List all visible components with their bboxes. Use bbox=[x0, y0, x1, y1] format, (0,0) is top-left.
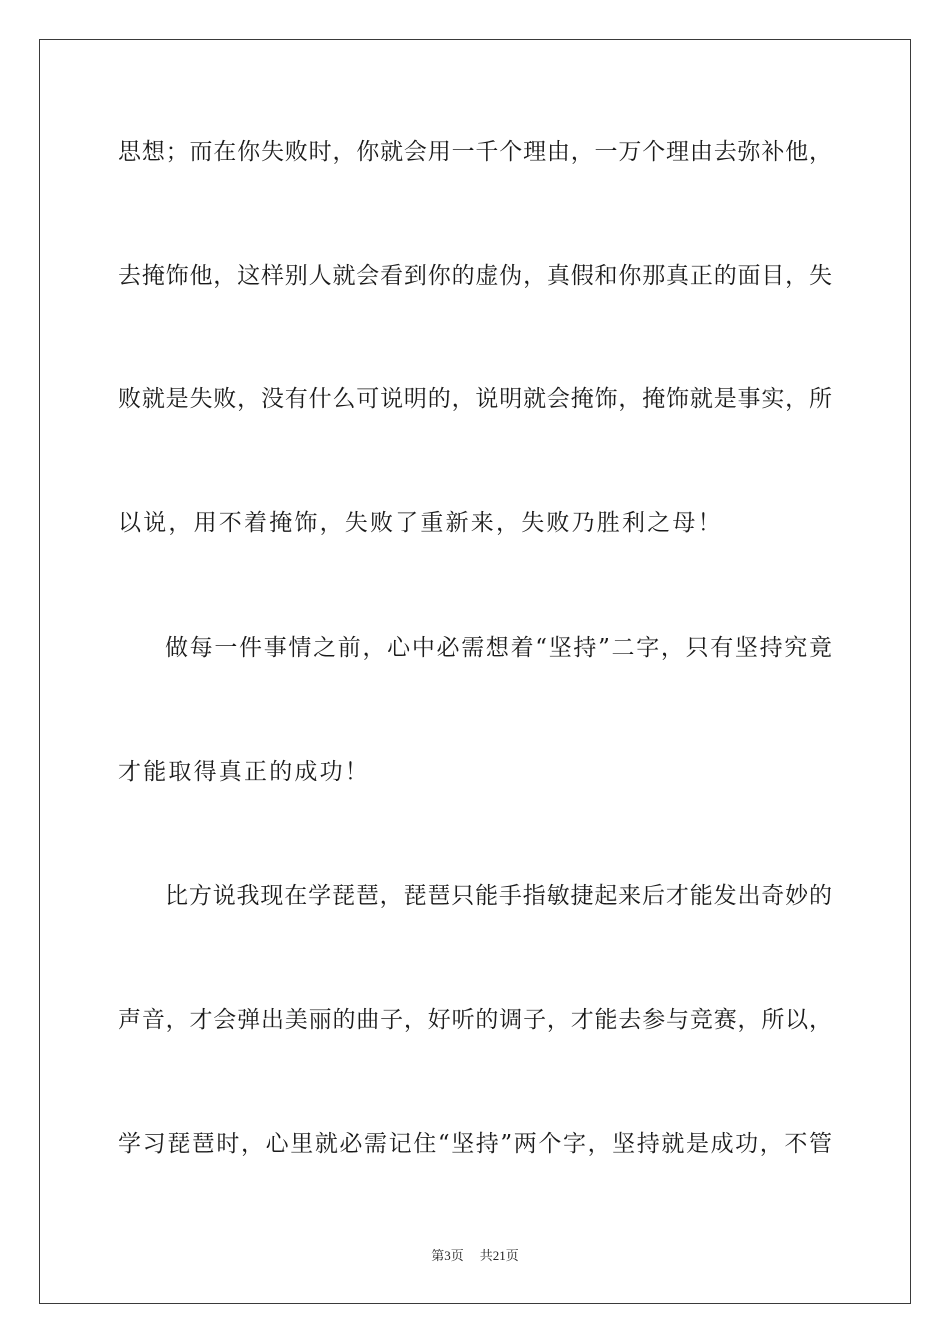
body-text-line: 思想；而在你失败时，你就会用一千个理由，一万个理由去弥补他， bbox=[118, 139, 832, 165]
body-text-line: 败就是失败，没有什么可说明的，说明就会掩饰，掩饰就是事实，所 bbox=[118, 386, 832, 412]
body-text-line: 以说，用不着掩饰，失败了重新来，失败乃胜利之母！ bbox=[118, 510, 723, 536]
total-pages: 共21页 bbox=[479, 1248, 519, 1263]
body-text-line: 声音，才会弹出美丽的曲子，好听的调子，才能去参与竞赛，所以， bbox=[118, 1007, 832, 1033]
body-text-line: 学习琵琶时，心里就必需记住“坚持”两个字，坚持就是成功，不管 bbox=[118, 1131, 832, 1157]
body-text-line: 才能取得真正的成功！ bbox=[118, 759, 370, 785]
body-text-line: 去掩饰他，这样别人就会看到你的虚伪，真假和你那真正的面目，失 bbox=[118, 263, 832, 289]
page-number: 第3页 bbox=[431, 1248, 464, 1263]
page-border bbox=[39, 39, 911, 1304]
paragraph-first-line: 比方说我现在学琵琶，琵琶只能手指敏捷起来后才能发出奇妙的 bbox=[165, 883, 832, 909]
page-footer bbox=[0, 1247, 950, 1265]
paragraph-first-line: 做每一件事情之前，心中必需想着“坚持”二字，只有坚持究竟 bbox=[165, 635, 832, 661]
